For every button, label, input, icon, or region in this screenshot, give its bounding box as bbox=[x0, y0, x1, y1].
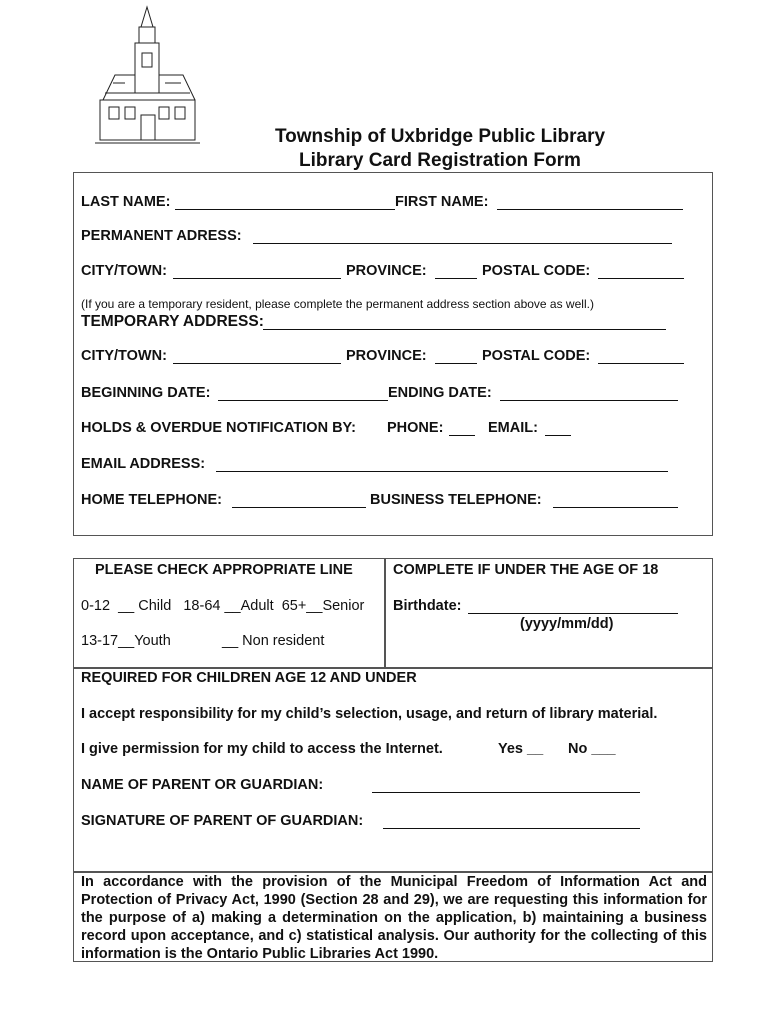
temporary-resident-note: (If you are a temporary resident, please complete the permanent address section above as well.) bbox=[81, 297, 594, 311]
check-line-heading: PLEASE CHECK APPROPRIATE LINE bbox=[95, 562, 353, 578]
temp-city-label: CITY/TOWN: bbox=[81, 348, 167, 364]
form-subtitle: Library Card Registration Form bbox=[299, 150, 581, 171]
under-18-heading: COMPLETE IF UNDER THE AGE OF 18 bbox=[393, 562, 659, 578]
city-field[interactable] bbox=[173, 262, 341, 279]
temporary-address-field[interactable] bbox=[263, 313, 666, 330]
temp-city-field[interactable] bbox=[173, 347, 341, 364]
temp-province-field[interactable] bbox=[435, 347, 477, 364]
postal-code-label: POSTAL CODE: bbox=[482, 263, 591, 279]
home-telephone-label: HOME TELEPHONE: bbox=[81, 492, 222, 508]
last-name-field[interactable] bbox=[175, 193, 395, 210]
parent-name-field[interactable] bbox=[372, 776, 640, 793]
ending-date-field[interactable] bbox=[500, 384, 678, 401]
internet-permission-label: I give permission for my child to access the Internet. bbox=[81, 741, 443, 757]
parent-signature-field[interactable] bbox=[383, 812, 640, 829]
temporary-address-label: TEMPORARY ADDRESS: bbox=[81, 313, 264, 330]
email-address-label: EMAIL ADDRESS: bbox=[81, 456, 206, 472]
first-name-field[interactable] bbox=[497, 193, 683, 210]
business-telephone-label: BUSINESS TELEPHONE: bbox=[370, 492, 542, 508]
row-divider bbox=[73, 667, 713, 669]
first-name-label: FIRST NAME: bbox=[395, 194, 489, 210]
permanent-address-field[interactable] bbox=[253, 227, 672, 244]
province-label: PROVINCE: bbox=[346, 263, 427, 279]
province-field[interactable] bbox=[435, 262, 477, 279]
email-address-field[interactable] bbox=[216, 455, 668, 472]
responsibility-statement: I accept responsibility for my child’s selection, usage, and return of library material. bbox=[81, 706, 658, 722]
column-divider bbox=[384, 558, 386, 668]
ending-date-label: ENDING DATE: bbox=[388, 385, 492, 401]
birthdate-label: Birthdate: bbox=[393, 598, 462, 614]
temp-postal-code-field[interactable] bbox=[598, 347, 684, 364]
children-heading: REQUIRED FOR CHILDREN AGE 12 AND UNDER bbox=[81, 670, 417, 686]
last-name-label: LAST NAME: bbox=[81, 194, 171, 210]
phone-option-label: PHONE: bbox=[387, 420, 444, 436]
temp-postal-code-label: POSTAL CODE: bbox=[482, 348, 591, 364]
parent-name-label: NAME OF PARENT OR GUARDIAN: bbox=[81, 777, 324, 793]
notification-label: HOLDS & OVERDUE NOTIFICATION BY: bbox=[81, 420, 356, 436]
privacy-notice: In accordance with the provision of the Municipal Freedom of Information Act and Protection of Privacy Act, 1990 (Section 28 and 29), we are requesting this information for the purpose of a) making a determination on the application, b) maintaining a business record upon acceptance, and c) statistical analysis. Our authority for the collecting of this information is the Ontario Public Libraries Act 1990. bbox=[81, 874, 707, 962]
page-title: Township of Uxbridge Public Library bbox=[274, 126, 606, 147]
business-telephone-field[interactable] bbox=[553, 491, 678, 508]
permanent-address-label: PERMANENT ADRESS: bbox=[81, 228, 242, 244]
library-building-logo bbox=[95, 5, 200, 147]
age-category-options[interactable]: 0-12 __ Child 18-64 __Adult 65+__Senior bbox=[81, 598, 365, 614]
beginning-date-label: BEGINNING DATE: bbox=[81, 385, 211, 401]
email-option-field[interactable] bbox=[545, 419, 571, 436]
date-format-hint: (yyyy/mm/dd) bbox=[520, 616, 614, 632]
city-label: CITY/TOWN: bbox=[81, 263, 167, 279]
birthdate-field[interactable] bbox=[468, 597, 678, 614]
internet-yes-option[interactable]: Yes __ bbox=[498, 741, 544, 757]
email-option-label: EMAIL: bbox=[488, 420, 538, 436]
beginning-date-field[interactable] bbox=[218, 384, 388, 401]
non-resident-option[interactable]: __ Non resident bbox=[222, 633, 325, 649]
postal-code-field[interactable] bbox=[598, 262, 684, 279]
temp-province-label: PROVINCE: bbox=[346, 348, 427, 364]
parent-signature-label: SIGNATURE OF PARENT OF GUARDIAN: bbox=[81, 813, 364, 829]
home-telephone-field[interactable] bbox=[232, 491, 366, 508]
internet-no-option[interactable]: No ___ bbox=[568, 741, 616, 757]
youth-option[interactable]: 13-17__Youth bbox=[81, 633, 171, 649]
phone-option-field[interactable] bbox=[449, 419, 475, 436]
